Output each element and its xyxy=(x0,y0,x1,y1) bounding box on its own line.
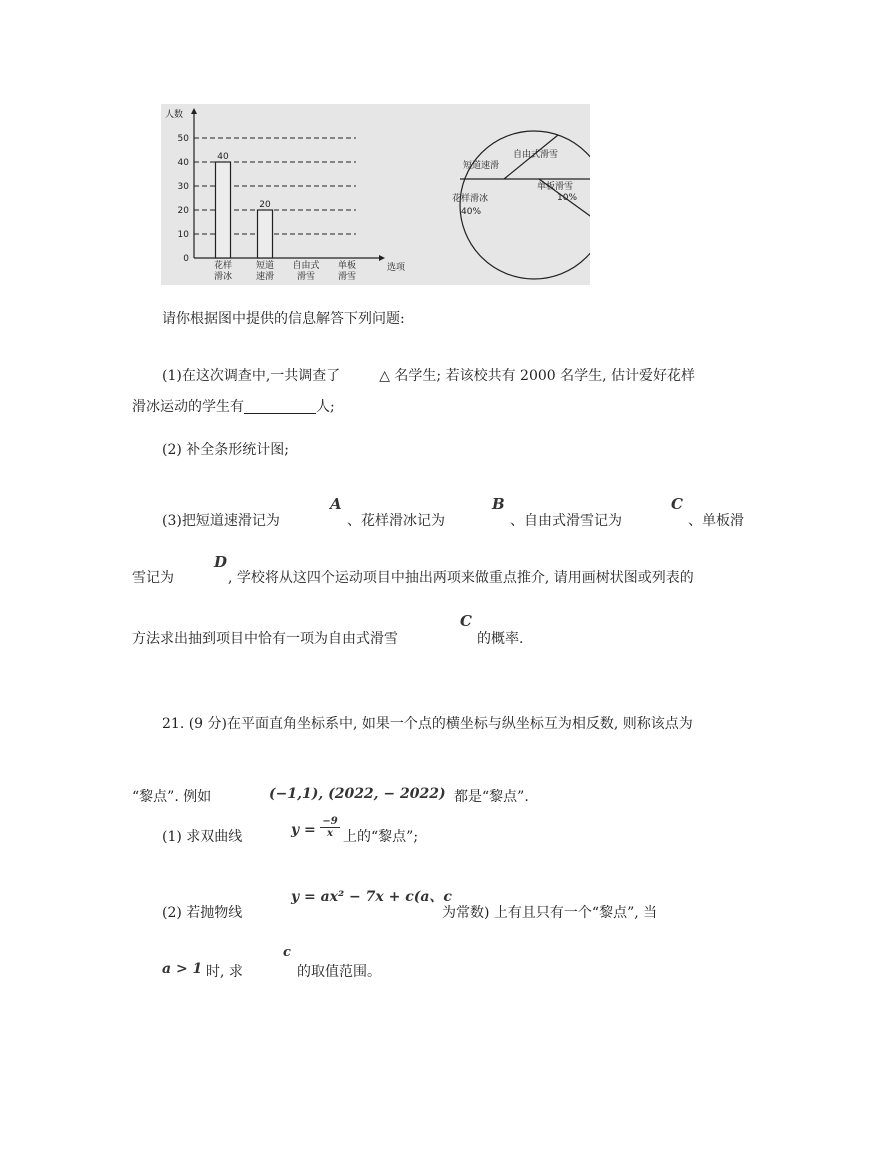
q1-line1 xyxy=(162,366,695,386)
y-tick-label: 0 xyxy=(183,254,189,264)
q3-text-g: 方法求出抽到项目中恰有一项为自由式滑雪 xyxy=(132,631,398,647)
q3-text-b: 、花样滑冰记为 xyxy=(347,513,445,529)
survey-figure xyxy=(161,104,590,285)
p21-q2-text-a: (2) 若抛物线 xyxy=(162,905,243,921)
q3-var-d: D xyxy=(214,553,228,571)
y-tick-label: 50 xyxy=(177,134,189,144)
category-label: 滑雪 xyxy=(296,272,316,282)
p21-q1-y: y = xyxy=(291,822,316,838)
category-label: 花样 xyxy=(213,261,233,271)
q3-text-h: 的概率. xyxy=(477,631,524,647)
q3-text-f: , 学校将从这四个运动项目中抽出两项来做重点推介, 请用画树状图或列表的 xyxy=(228,570,694,586)
y-axis-arrow xyxy=(191,108,197,114)
q3-var-c: C xyxy=(671,495,683,513)
y-axis-label: 人数 xyxy=(165,110,184,120)
pie-label-figure-skating: 花样滑冰 xyxy=(452,194,489,204)
pie-label-figure-skating-pct: 40% xyxy=(461,207,482,217)
bar-value-label: 40 xyxy=(217,152,229,162)
p21-text-a: 21. (9 分)在平面直角坐标系中, 如果一个点的横坐标与纵坐标互为相反数, 则称该点为 xyxy=(162,716,693,732)
q1-text-b: 名学生; 若该校共有 2000 名学生, 估计爱好花样 xyxy=(394,368,696,384)
y-tick-label: 40 xyxy=(177,158,189,168)
y-tick-label: 30 xyxy=(177,182,189,192)
q3-text-d: 、单板滑 xyxy=(688,513,744,529)
category-label: 自由式 xyxy=(292,261,320,271)
triangle-placeholder: △ xyxy=(379,368,390,384)
p21-q2-text-b: 为常数) 上有且只有一个“黎点”, 当 xyxy=(442,905,658,921)
p21-math-examples: (−1,1), (2022, − 2022) xyxy=(269,786,446,802)
bar-value-label: 20 xyxy=(259,200,271,210)
answer-blank[interactable] xyxy=(244,399,316,414)
q3-var-b: B xyxy=(492,495,505,513)
pie-label-freestyle-ski: 自由式滑雪 xyxy=(513,150,559,160)
bar xyxy=(258,210,273,258)
pie-label-snowboard: 单板滑雪 xyxy=(537,182,574,192)
bar xyxy=(216,162,231,258)
y-tick-label: 10 xyxy=(177,230,189,240)
p21-q2-var-c: c xyxy=(283,945,291,960)
fraction-denominator: x xyxy=(327,828,333,839)
category-label: 滑雪 xyxy=(337,272,357,282)
figure-svg xyxy=(161,104,590,285)
pie-chart xyxy=(452,131,590,279)
q3-var-a: A xyxy=(330,495,342,513)
p21-q1-fraction xyxy=(320,816,340,839)
y-tick-label: 20 xyxy=(177,206,189,216)
fraction-numerator: −9 xyxy=(320,816,340,828)
category-label: 滑冰 xyxy=(213,272,233,282)
q3-text-c: 、自由式滑雪记为 xyxy=(510,513,622,529)
category-labels xyxy=(214,259,356,282)
q1-text-d: 人; xyxy=(316,399,335,415)
pie-label-snowboard-pct: 10% xyxy=(557,193,578,203)
category-label: 速滑 xyxy=(255,272,275,282)
p21-text-c: 都是“黎点”. xyxy=(454,789,529,805)
q3-var-c2: C xyxy=(460,612,472,630)
p21-q2-condition: a > 1 xyxy=(162,961,203,977)
q1-line2 xyxy=(132,397,335,417)
x-axis-arrow xyxy=(379,255,385,261)
q1-text-a: (1)在这次调查中,一共调查了 xyxy=(162,368,341,384)
q3-text-e: 雪记为 xyxy=(132,570,174,586)
p21-q1-text-a: (1) 求双曲线 xyxy=(162,829,243,845)
p21-q2-text-d: 时, 求 xyxy=(206,964,243,980)
p21-q1-text-b: 上的“黎点”; xyxy=(343,829,419,845)
q1-text-c: 滑冰运动的学生有 xyxy=(132,399,244,415)
pie-label-short-track: 短道速滑 xyxy=(463,161,500,171)
p21-q2-text-e: 的取值范围。 xyxy=(297,964,381,980)
category-label: 短道 xyxy=(255,261,275,271)
q3-text-a: (3)把短道速滑记为 xyxy=(162,513,280,529)
p21-text-b: “黎点”. 例如 xyxy=(132,789,212,805)
x-axis-label: 选项 xyxy=(387,263,406,273)
y-tick-labels xyxy=(178,134,190,264)
category-label: 单板 xyxy=(337,261,357,271)
p21-q2-parabola: y = ax² − 7x + c(a、c xyxy=(291,889,452,905)
intro-text: 请你根据图中提供的信息解答下列问题: xyxy=(162,311,405,327)
q2-text: (2) 补全条形统计图; xyxy=(162,442,289,458)
